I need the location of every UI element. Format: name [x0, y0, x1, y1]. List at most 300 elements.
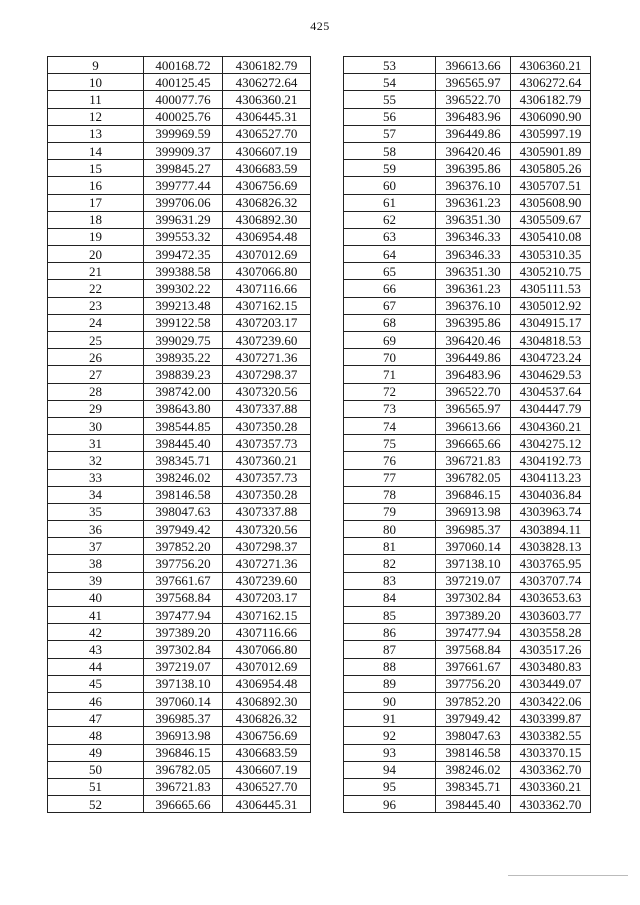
y-coordinate-cell: 4305707.51	[511, 177, 591, 194]
point-number-cell: 38	[48, 555, 144, 572]
y-coordinate-cell: 4303399.87	[511, 710, 591, 727]
coordinates-table-right	[343, 56, 591, 813]
point-number-cell: 50	[48, 761, 144, 778]
table-row	[344, 658, 591, 675]
table-row	[48, 211, 311, 228]
point-number-cell: 89	[344, 675, 436, 692]
table-row	[48, 228, 311, 245]
table-row	[48, 675, 311, 692]
point-number-cell: 28	[48, 383, 144, 400]
y-coordinate-cell: 4303360.21	[511, 778, 591, 795]
table-row	[344, 538, 591, 555]
y-coordinate-cell: 4304192.73	[511, 452, 591, 469]
point-number-cell: 75	[344, 435, 436, 452]
x-coordinate-cell: 397852.20	[144, 538, 223, 555]
point-number-cell: 23	[48, 297, 144, 314]
point-number-cell: 11	[48, 91, 144, 108]
table-row	[48, 400, 311, 417]
point-number-cell: 51	[48, 778, 144, 795]
table-row	[48, 658, 311, 675]
x-coordinate-cell: 396376.10	[436, 177, 511, 194]
y-coordinate-cell: 4303963.74	[511, 503, 591, 520]
point-number-cell: 67	[344, 297, 436, 314]
y-coordinate-cell: 4307239.60	[223, 572, 311, 589]
y-coordinate-cell: 4306756.69	[223, 727, 311, 744]
coordinates-table-right-body	[344, 57, 591, 813]
x-coordinate-cell: 398345.71	[436, 778, 511, 795]
x-coordinate-cell: 399029.75	[144, 332, 223, 349]
table-row	[344, 383, 591, 400]
x-coordinate-cell: 397661.67	[144, 572, 223, 589]
x-coordinate-cell: 396565.97	[436, 400, 511, 417]
point-number-cell: 88	[344, 658, 436, 675]
point-number-cell: 48	[48, 727, 144, 744]
x-coordinate-cell: 398345.71	[144, 452, 223, 469]
table-row	[344, 710, 591, 727]
table-row	[344, 417, 591, 434]
coordinates-table-left	[47, 56, 311, 813]
footer-divider	[508, 875, 628, 876]
table-row	[344, 607, 591, 624]
point-number-cell: 41	[48, 607, 144, 624]
table-row	[48, 761, 311, 778]
y-coordinate-cell: 4307066.80	[223, 263, 311, 280]
x-coordinate-cell: 396613.66	[436, 417, 511, 434]
x-coordinate-cell: 399909.37	[144, 142, 223, 159]
x-coordinate-cell: 399969.59	[144, 125, 223, 142]
point-number-cell: 26	[48, 349, 144, 366]
table-row	[48, 108, 311, 125]
y-coordinate-cell: 4306826.32	[223, 710, 311, 727]
y-coordinate-cell: 4307162.15	[223, 297, 311, 314]
x-coordinate-cell: 396395.86	[436, 160, 511, 177]
x-coordinate-cell: 398047.63	[144, 503, 223, 520]
table-row	[344, 246, 591, 263]
x-coordinate-cell: 398047.63	[436, 727, 511, 744]
y-coordinate-cell: 4307298.37	[223, 538, 311, 555]
table-row	[48, 383, 311, 400]
point-number-cell: 93	[344, 744, 436, 761]
x-coordinate-cell: 399213.48	[144, 297, 223, 314]
x-coordinate-cell: 396565.97	[436, 74, 511, 91]
x-coordinate-cell: 397568.84	[144, 589, 223, 606]
table-row	[344, 486, 591, 503]
point-number-cell: 65	[344, 263, 436, 280]
y-coordinate-cell: 4305111.53	[511, 280, 591, 297]
table-row	[48, 744, 311, 761]
y-coordinate-cell: 4303828.13	[511, 538, 591, 555]
point-number-cell: 94	[344, 761, 436, 778]
table-row	[344, 727, 591, 744]
y-coordinate-cell: 4307360.21	[223, 452, 311, 469]
table-row	[344, 503, 591, 520]
table-row	[344, 589, 591, 606]
x-coordinate-cell: 396395.86	[436, 314, 511, 331]
y-coordinate-cell: 4303707.74	[511, 572, 591, 589]
point-number-cell: 80	[344, 521, 436, 538]
x-coordinate-cell: 397219.07	[436, 572, 511, 589]
x-coordinate-cell: 397389.20	[144, 624, 223, 641]
y-coordinate-cell: 4304275.12	[511, 435, 591, 452]
y-coordinate-cell: 4307320.56	[223, 383, 311, 400]
point-number-cell: 45	[48, 675, 144, 692]
y-coordinate-cell: 4306090.90	[511, 108, 591, 125]
point-number-cell: 72	[344, 383, 436, 400]
point-number-cell: 13	[48, 125, 144, 142]
x-coordinate-cell: 398742.00	[144, 383, 223, 400]
x-coordinate-cell: 396782.05	[436, 469, 511, 486]
y-coordinate-cell: 4303558.28	[511, 624, 591, 641]
point-number-cell: 54	[344, 74, 436, 91]
table-row	[48, 435, 311, 452]
point-number-cell: 16	[48, 177, 144, 194]
point-number-cell: 52	[48, 796, 144, 813]
table-row	[344, 108, 591, 125]
table-row	[344, 177, 591, 194]
y-coordinate-cell: 4307203.17	[223, 589, 311, 606]
table-row	[344, 211, 591, 228]
point-number-cell: 29	[48, 400, 144, 417]
point-number-cell: 24	[48, 314, 144, 331]
table-row	[344, 796, 591, 813]
x-coordinate-cell: 397477.94	[436, 624, 511, 641]
y-coordinate-cell: 4306683.59	[223, 744, 311, 761]
table-row	[344, 366, 591, 383]
table-row	[48, 297, 311, 314]
table-row	[344, 744, 591, 761]
x-coordinate-cell: 398146.58	[436, 744, 511, 761]
y-coordinate-cell: 4306607.19	[223, 761, 311, 778]
x-coordinate-cell: 396913.98	[144, 727, 223, 744]
x-coordinate-cell: 396351.30	[436, 211, 511, 228]
y-coordinate-cell: 4305509.67	[511, 211, 591, 228]
y-coordinate-cell: 4304629.53	[511, 366, 591, 383]
y-coordinate-cell: 4307116.66	[223, 624, 311, 641]
y-coordinate-cell: 4307239.60	[223, 332, 311, 349]
x-coordinate-cell: 400077.76	[144, 91, 223, 108]
table-row	[344, 624, 591, 641]
x-coordinate-cell: 396376.10	[436, 297, 511, 314]
y-coordinate-cell: 4306756.69	[223, 177, 311, 194]
y-coordinate-cell: 4303362.70	[511, 796, 591, 813]
table-row	[48, 314, 311, 331]
table-row	[344, 521, 591, 538]
point-number-cell: 58	[344, 142, 436, 159]
table-row	[344, 761, 591, 778]
x-coordinate-cell: 399388.58	[144, 263, 223, 280]
point-number-cell: 19	[48, 228, 144, 245]
x-coordinate-cell: 398445.40	[144, 435, 223, 452]
point-number-cell: 46	[48, 692, 144, 709]
point-number-cell: 90	[344, 692, 436, 709]
x-coordinate-cell: 397949.42	[436, 710, 511, 727]
x-coordinate-cell: 396782.05	[144, 761, 223, 778]
x-coordinate-cell: 399777.44	[144, 177, 223, 194]
x-coordinate-cell: 397302.84	[436, 589, 511, 606]
y-coordinate-cell: 4304723.24	[511, 349, 591, 366]
y-coordinate-cell: 4305805.26	[511, 160, 591, 177]
y-coordinate-cell: 4303603.77	[511, 607, 591, 624]
table-row	[48, 589, 311, 606]
x-coordinate-cell: 396449.86	[436, 349, 511, 366]
point-number-cell: 76	[344, 452, 436, 469]
point-number-cell: 69	[344, 332, 436, 349]
x-coordinate-cell: 399122.58	[144, 314, 223, 331]
table-row	[48, 125, 311, 142]
y-coordinate-cell: 4307298.37	[223, 366, 311, 383]
y-coordinate-cell: 4306182.79	[223, 57, 311, 74]
table-row	[344, 194, 591, 211]
point-number-cell: 14	[48, 142, 144, 159]
x-coordinate-cell: 396665.66	[436, 435, 511, 452]
y-coordinate-cell: 4305012.92	[511, 297, 591, 314]
table-row	[48, 160, 311, 177]
y-coordinate-cell: 4305997.19	[511, 125, 591, 142]
x-coordinate-cell: 397852.20	[436, 692, 511, 709]
point-number-cell: 21	[48, 263, 144, 280]
table-row	[48, 177, 311, 194]
point-number-cell: 95	[344, 778, 436, 795]
x-coordinate-cell: 396522.70	[436, 91, 511, 108]
y-coordinate-cell: 4306607.19	[223, 142, 311, 159]
x-coordinate-cell: 396522.70	[436, 383, 511, 400]
x-coordinate-cell: 396420.46	[436, 332, 511, 349]
table-row	[48, 503, 311, 520]
y-coordinate-cell: 4304360.21	[511, 417, 591, 434]
table-row	[344, 57, 591, 74]
y-coordinate-cell: 4307271.36	[223, 349, 311, 366]
table-row	[48, 280, 311, 297]
x-coordinate-cell: 397219.07	[144, 658, 223, 675]
x-coordinate-cell: 396361.23	[436, 280, 511, 297]
point-number-cell: 55	[344, 91, 436, 108]
table-row	[344, 400, 591, 417]
y-coordinate-cell: 4307320.56	[223, 521, 311, 538]
point-number-cell: 92	[344, 727, 436, 744]
y-coordinate-cell: 4304447.79	[511, 400, 591, 417]
table-row	[48, 555, 311, 572]
table-row	[344, 778, 591, 795]
point-number-cell: 27	[48, 366, 144, 383]
table-row	[48, 366, 311, 383]
table-row	[344, 160, 591, 177]
point-number-cell: 78	[344, 486, 436, 503]
table-row	[48, 778, 311, 795]
point-number-cell: 85	[344, 607, 436, 624]
point-number-cell: 77	[344, 469, 436, 486]
table-row	[344, 228, 591, 245]
x-coordinate-cell: 398643.80	[144, 400, 223, 417]
table-row	[344, 452, 591, 469]
y-coordinate-cell: 4307012.69	[223, 658, 311, 675]
point-number-cell: 82	[344, 555, 436, 572]
x-coordinate-cell: 397138.10	[144, 675, 223, 692]
y-coordinate-cell: 4306360.21	[223, 91, 311, 108]
x-coordinate-cell: 400125.45	[144, 74, 223, 91]
x-coordinate-cell: 399845.27	[144, 160, 223, 177]
y-coordinate-cell: 4307337.88	[223, 400, 311, 417]
x-coordinate-cell: 396483.96	[436, 108, 511, 125]
point-number-cell: 33	[48, 469, 144, 486]
point-number-cell: 42	[48, 624, 144, 641]
point-number-cell: 37	[48, 538, 144, 555]
x-coordinate-cell: 396721.83	[436, 452, 511, 469]
point-number-cell: 84	[344, 589, 436, 606]
point-number-cell: 20	[48, 246, 144, 263]
point-number-cell: 49	[48, 744, 144, 761]
y-coordinate-cell: 4306445.31	[223, 796, 311, 813]
x-coordinate-cell: 396846.15	[144, 744, 223, 761]
table-row	[344, 555, 591, 572]
x-coordinate-cell: 396351.30	[436, 263, 511, 280]
x-coordinate-cell: 399472.35	[144, 246, 223, 263]
y-coordinate-cell: 4303382.55	[511, 727, 591, 744]
point-number-cell: 64	[344, 246, 436, 263]
point-number-cell: 10	[48, 74, 144, 91]
y-coordinate-cell: 4307012.69	[223, 246, 311, 263]
table-row	[48, 74, 311, 91]
y-coordinate-cell: 4307066.80	[223, 641, 311, 658]
point-number-cell: 15	[48, 160, 144, 177]
y-coordinate-cell: 4306892.30	[223, 211, 311, 228]
y-coordinate-cell: 4306527.70	[223, 125, 311, 142]
y-coordinate-cell: 4307271.36	[223, 555, 311, 572]
table-row	[48, 417, 311, 434]
x-coordinate-cell: 396420.46	[436, 142, 511, 159]
y-coordinate-cell: 4304537.64	[511, 383, 591, 400]
point-number-cell: 35	[48, 503, 144, 520]
table-row	[344, 74, 591, 91]
point-number-cell: 22	[48, 280, 144, 297]
y-coordinate-cell: 4305608.90	[511, 194, 591, 211]
coordinates-table-left-body	[48, 57, 311, 813]
y-coordinate-cell: 4307350.28	[223, 417, 311, 434]
x-coordinate-cell: 397389.20	[436, 607, 511, 624]
x-coordinate-cell: 396613.66	[436, 57, 511, 74]
point-number-cell: 74	[344, 417, 436, 434]
x-coordinate-cell: 398246.02	[436, 761, 511, 778]
table-row	[48, 194, 311, 211]
table-row	[344, 692, 591, 709]
point-number-cell: 56	[344, 108, 436, 125]
y-coordinate-cell: 4303422.06	[511, 692, 591, 709]
y-coordinate-cell: 4305210.75	[511, 263, 591, 280]
y-coordinate-cell: 4303894.11	[511, 521, 591, 538]
x-coordinate-cell: 397302.84	[144, 641, 223, 658]
point-number-cell: 61	[344, 194, 436, 211]
table-row	[344, 572, 591, 589]
point-number-cell: 9	[48, 57, 144, 74]
x-coordinate-cell: 397756.20	[436, 675, 511, 692]
x-coordinate-cell: 398445.40	[436, 796, 511, 813]
point-number-cell: 66	[344, 280, 436, 297]
table-row	[48, 349, 311, 366]
x-coordinate-cell: 400025.76	[144, 108, 223, 125]
x-coordinate-cell: 397138.10	[436, 555, 511, 572]
point-number-cell: 79	[344, 503, 436, 520]
table-row	[344, 349, 591, 366]
x-coordinate-cell: 400168.72	[144, 57, 223, 74]
point-number-cell: 44	[48, 658, 144, 675]
y-coordinate-cell: 4306527.70	[223, 778, 311, 795]
point-number-cell: 59	[344, 160, 436, 177]
x-coordinate-cell: 397060.14	[144, 692, 223, 709]
y-coordinate-cell: 4306182.79	[511, 91, 591, 108]
table-row	[48, 692, 311, 709]
x-coordinate-cell: 399302.22	[144, 280, 223, 297]
point-number-cell: 18	[48, 211, 144, 228]
x-coordinate-cell: 398246.02	[144, 469, 223, 486]
point-number-cell: 39	[48, 572, 144, 589]
table-row	[48, 538, 311, 555]
table-row	[48, 332, 311, 349]
y-coordinate-cell: 4306892.30	[223, 692, 311, 709]
y-coordinate-cell: 4305310.35	[511, 246, 591, 263]
y-coordinate-cell: 4306683.59	[223, 160, 311, 177]
y-coordinate-cell: 4303362.70	[511, 761, 591, 778]
table-row	[344, 142, 591, 159]
y-coordinate-cell: 4307357.73	[223, 435, 311, 452]
point-number-cell: 53	[344, 57, 436, 74]
table-row	[344, 469, 591, 486]
y-coordinate-cell: 4303765.95	[511, 555, 591, 572]
table-row	[48, 521, 311, 538]
y-coordinate-cell: 4306954.48	[223, 675, 311, 692]
y-coordinate-cell: 4304113.23	[511, 469, 591, 486]
y-coordinate-cell: 4304915.17	[511, 314, 591, 331]
table-row	[48, 246, 311, 263]
x-coordinate-cell: 397661.67	[436, 658, 511, 675]
point-number-cell: 32	[48, 452, 144, 469]
point-number-cell: 40	[48, 589, 144, 606]
point-number-cell: 57	[344, 125, 436, 142]
point-number-cell: 70	[344, 349, 436, 366]
y-coordinate-cell: 4306954.48	[223, 228, 311, 245]
table-row	[48, 91, 311, 108]
table-row	[48, 452, 311, 469]
point-number-cell: 68	[344, 314, 436, 331]
table-row	[48, 796, 311, 813]
y-coordinate-cell: 4306272.64	[223, 74, 311, 91]
table-row	[48, 727, 311, 744]
x-coordinate-cell: 396985.37	[436, 521, 511, 538]
x-coordinate-cell: 398544.85	[144, 417, 223, 434]
y-coordinate-cell: 4303370.15	[511, 744, 591, 761]
y-coordinate-cell: 4307337.88	[223, 503, 311, 520]
x-coordinate-cell: 399553.32	[144, 228, 223, 245]
point-number-cell: 12	[48, 108, 144, 125]
point-number-cell: 62	[344, 211, 436, 228]
y-coordinate-cell: 4303449.07	[511, 675, 591, 692]
y-coordinate-cell: 4307116.66	[223, 280, 311, 297]
y-coordinate-cell: 4306272.64	[511, 74, 591, 91]
point-number-cell: 47	[48, 710, 144, 727]
table-row	[48, 572, 311, 589]
y-coordinate-cell: 4304818.53	[511, 332, 591, 349]
point-number-cell: 36	[48, 521, 144, 538]
x-coordinate-cell: 396913.98	[436, 503, 511, 520]
y-coordinate-cell: 4306445.31	[223, 108, 311, 125]
table-row	[48, 624, 311, 641]
table-row	[48, 469, 311, 486]
point-number-cell: 60	[344, 177, 436, 194]
y-coordinate-cell: 4306360.21	[511, 57, 591, 74]
table-row	[344, 314, 591, 331]
x-coordinate-cell: 396346.33	[436, 246, 511, 263]
x-coordinate-cell: 396346.33	[436, 228, 511, 245]
table-row	[344, 280, 591, 297]
point-number-cell: 87	[344, 641, 436, 658]
